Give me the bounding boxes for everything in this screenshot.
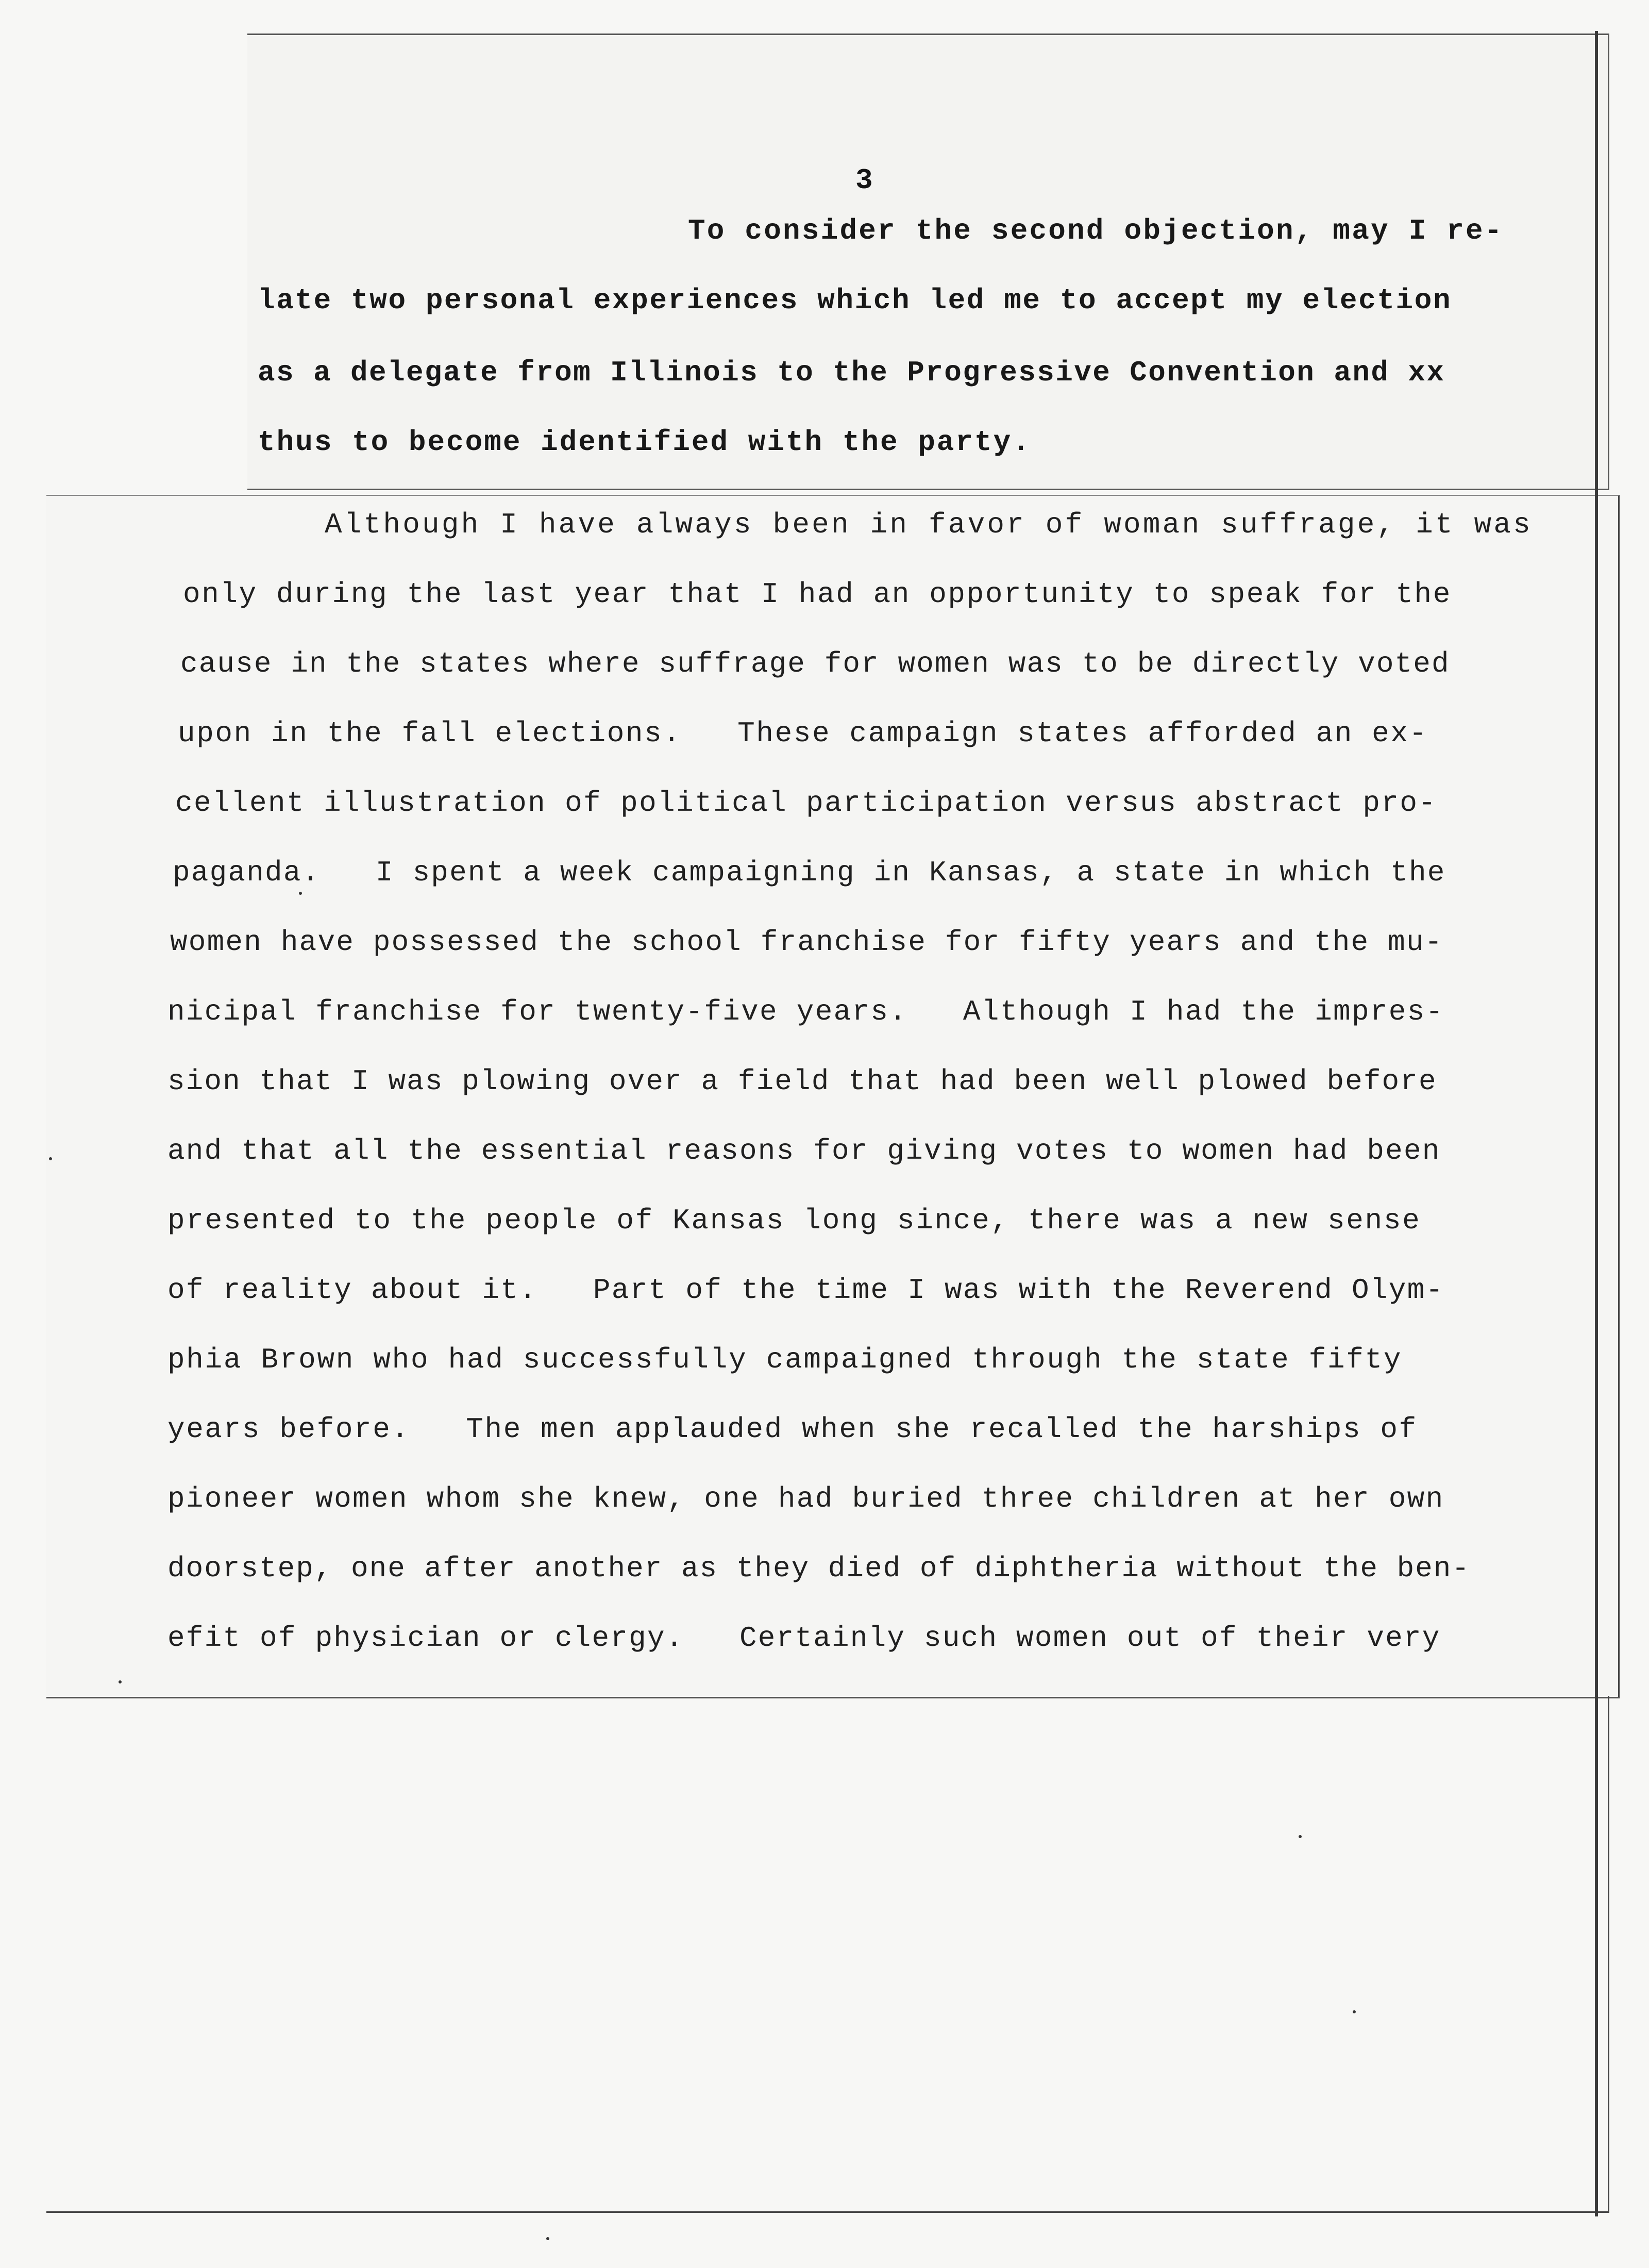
- text-line: nicipal franchise for twenty-five years. Although I had the impres-: [167, 995, 1444, 1028]
- text-line: as a delegate from Illinois to the Progressive Convention and xx: [258, 356, 1445, 389]
- scan-speck: [1299, 1835, 1302, 1838]
- text-line: doorstep, one after another as they died of diphtheria without the ben-: [167, 1552, 1470, 1585]
- text-line: phia Brown who had successfully campaigned through the state fifty: [167, 1343, 1403, 1376]
- page-number: 3: [855, 164, 873, 197]
- text-line: only during the last year that I had an opportunity to speak for the: [183, 578, 1452, 611]
- scan-speck: [1353, 2010, 1356, 2013]
- paper-lower-area: [46, 1696, 1609, 2213]
- text-line: women have possessed the school franchise for fifty years and the mu-: [170, 926, 1443, 959]
- text-line: pioneer women whom she knew, one had buried three children at her own: [167, 1482, 1444, 1515]
- text-line: To consider the second objection, may I re-: [688, 214, 1504, 247]
- text-line: of reality about it. Part of the time I was with the Reverend Olym-: [167, 1274, 1444, 1307]
- text-line: thus to become identified with the party.: [258, 426, 1031, 459]
- pasted-paper-strip-top: [247, 34, 1609, 490]
- text-line: and that all the essential reasons for giving votes to women had been: [167, 1135, 1441, 1168]
- text-line: presented to the people of Kansas long since, there was a new sense: [167, 1204, 1421, 1237]
- text-line: years before. The men applauded when she recalled the harships of: [167, 1413, 1418, 1446]
- text-line: cause in the states where suffrage for women was to be directly voted: [180, 647, 1450, 680]
- text-line: upon in the fall elections. These campaign states afforded an ex-: [178, 717, 1428, 750]
- sheet-edge: [1595, 31, 1598, 2216]
- text-line: sion that I was plowing over a field that had been well plowed before: [167, 1065, 1437, 1098]
- text-line: cellent illustration of political participation versus abstract pro-: [175, 787, 1437, 820]
- scan-speck: [49, 1157, 52, 1160]
- scan-speck: [119, 1680, 122, 1683]
- text-line: paganda. I spent a week campaigning in Kansas, a state in which the: [173, 856, 1446, 889]
- scan-speck: [299, 892, 302, 895]
- text-line: efit of physician or clergy. Certainly such women out of their very: [167, 1622, 1441, 1655]
- text-line: Although I have always been in favor of woman suffrage, it was: [325, 508, 1533, 541]
- scan-speck: [546, 2237, 549, 2240]
- text-line: late two personal experiences which led me to accept my election: [258, 284, 1452, 317]
